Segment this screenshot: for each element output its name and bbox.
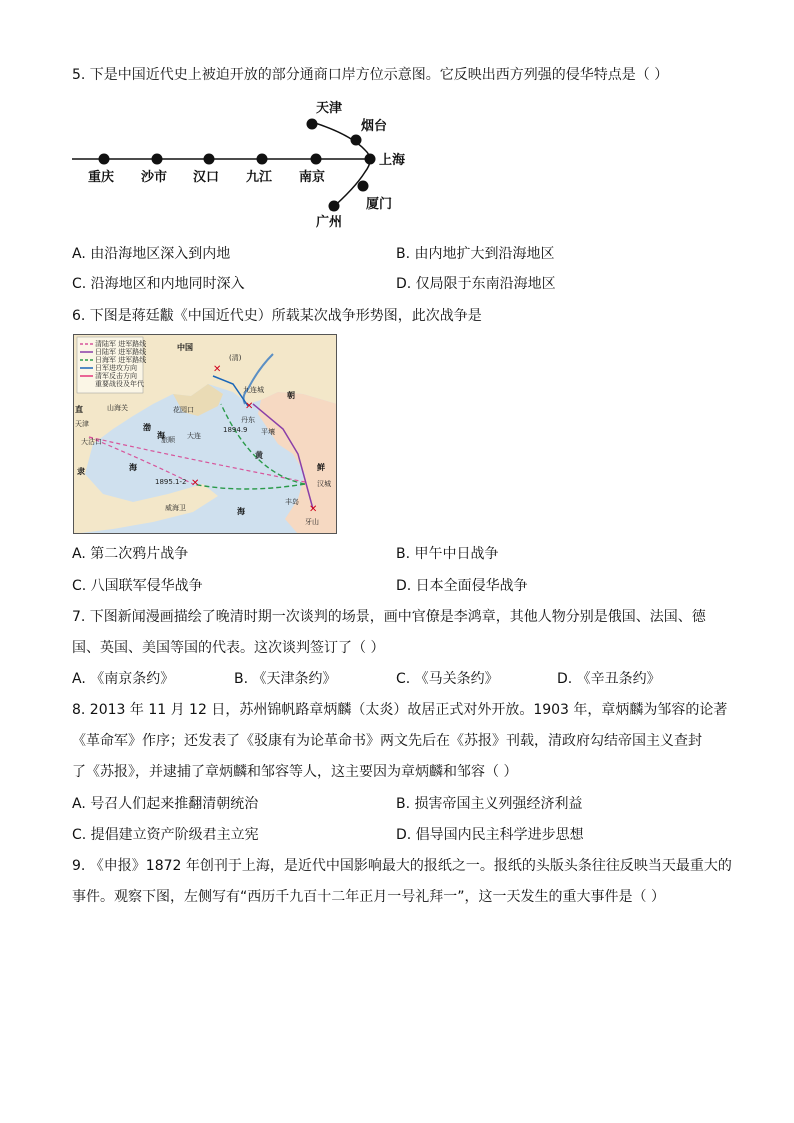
map-label-shanhaiguan: 山海关 [107, 404, 128, 412]
legend-item-4: 清军反击方向 [95, 372, 137, 380]
q7-stem-line1: 7. 下图新闻漫画描绘了晚清时期一次谈判的场景，画中官僚是李鸿章，其他人物分别是俄国、法国、德 [72, 609, 706, 625]
map-label-pingrang: 平壤 [261, 428, 275, 436]
map-label-korea-bottom: 鲜 [317, 463, 325, 472]
map-label-huayuankou: 花园口 [173, 406, 194, 414]
q5-option-d[interactable]: D. 仅局限于东南沿海地区 [396, 276, 556, 292]
map-label-yashan: 牙山 [305, 518, 319, 526]
q8-option-a[interactable]: A. 号召人们起来推翻清朝统治 [72, 796, 259, 812]
label-jiujiang: 九江 [246, 170, 273, 185]
dot-jiujiang [257, 154, 268, 165]
q5-option-b[interactable]: B. 由内地扩大到沿海地区 [396, 246, 555, 262]
map-label-korea-top: 朝 [287, 391, 295, 400]
map-label-bohai-2: 海 [157, 431, 165, 440]
q7-option-d[interactable]: D. 《辛丑条约》 [557, 671, 661, 687]
map-label-li: 隶 [77, 467, 85, 476]
q7-option-b[interactable]: B. 《天津条约》 [234, 671, 337, 687]
dot-xiamen [358, 181, 369, 192]
treaty-ports-diagram [60, 92, 420, 232]
q6-option-c[interactable]: C. 八国联军侵华战争 [72, 578, 203, 594]
map-label-weihaiwei: 威海卫 [165, 504, 186, 512]
map-label-fengdao: 丰岛 [285, 498, 299, 506]
map-label-date-1: 1894.9 [223, 426, 248, 434]
map-label-hai-left: 海 [129, 463, 137, 472]
battle-marker-1: ✕ [213, 364, 222, 375]
q8-option-c[interactable]: C. 提倡建立资产阶级君主立宪 [72, 827, 259, 843]
label-yantai: 烟台 [361, 119, 388, 134]
map-label-hancheng: 汉城 [317, 480, 331, 488]
map-label-jiuliancheng: 九连城 [243, 386, 264, 394]
q7-option-a[interactable]: A. 《南京条约》 [72, 671, 175, 687]
map-label-bohai-1: 渤 [143, 423, 151, 432]
dot-tianjin [307, 119, 318, 130]
q6-option-b[interactable]: B. 甲午中日战争 [396, 546, 499, 562]
map-label-dandong: 丹东 [241, 416, 255, 424]
map-label-china: 中国 [177, 343, 193, 352]
q7-option-c[interactable]: C. 《马关条约》 [396, 671, 499, 687]
legend-item-2: 日海军 进军路线 [95, 356, 147, 364]
q8-stem-line3: 了《苏报》，并逮捕了章炳麟和邹容等人，这主要因为章炳麟和邹容（ ） [72, 764, 518, 780]
dot-guangzhou [329, 201, 340, 212]
map-label-dagukou: 大沽口 [81, 438, 102, 446]
q8-option-d[interactable]: D. 倡导国内民主科学进步思想 [396, 827, 584, 843]
coast-line [312, 122, 370, 210]
map-label-tianjin: 天津 [75, 420, 89, 428]
q8-stem-line2: 《革命军》作序；还发表了《驳康有为论革命书》两文先后在《苏报》刊载，清政府勾结帝国主义查封 [72, 733, 702, 749]
q5-stem: 5. 下是中国近代史上被迫开放的部分通商口岸方位示意图。它反映出西方列强的侵华特点是（ ） [72, 67, 669, 83]
q9-stem-line1: 9. 《申报》1872 年创刊于上海，是近代中国影响最大的报纸之一。报纸的头版头条往往反映当天最重大的 [72, 858, 732, 874]
legend-item-0: 清陆军 进军路线 [95, 340, 147, 348]
label-chongqing: 重庆 [88, 170, 115, 185]
dot-chongqing [99, 154, 110, 165]
battle-marker-2: ✕ [245, 401, 254, 412]
dot-hankou [204, 154, 215, 165]
label-nanjing: 南京 [299, 170, 326, 185]
q5-option-c[interactable]: C. 沿海地区和内地同时深入 [72, 276, 245, 292]
q8-stem-line1: 8. 2013 年 11 月 12 日，苏州锦帆路章炳麟（太炎）故居正式对外开放。1903 年，章炳麟为邹容的论著 [72, 702, 728, 718]
label-guangzhou: 广州 [316, 215, 343, 230]
map-label-zhi: 直 [75, 405, 83, 414]
label-hankou: 汉口 [193, 170, 220, 185]
dot-shanghai [365, 154, 376, 165]
label-shanghai: 上海 [379, 153, 406, 168]
map-label-qing: (清) [229, 354, 242, 362]
map-label-lushun: 旅顺 [161, 436, 175, 444]
battle-marker-4: ✕ [309, 504, 318, 515]
map-label-yellow-2: 海 [237, 507, 245, 516]
label-tianjin: 天津 [316, 101, 343, 116]
battle-marker-3: ✕ [191, 478, 200, 489]
q5-option-a[interactable]: A. 由沿海地区深入到内地 [72, 246, 231, 262]
dot-shashi [152, 154, 163, 165]
legend-item-5: 重要战役及年代 [95, 380, 144, 388]
q7-stem-line2: 国、英国、美国等国的代表。这次谈判签订了（ ） [72, 640, 385, 656]
legend-item-1: 日陆军 进军路线 [95, 348, 147, 356]
q8-option-b[interactable]: B. 损害帝国主义列强经济利益 [396, 796, 583, 812]
sino-japanese-war-map [73, 334, 337, 534]
label-xiamen: 厦门 [366, 197, 393, 212]
map-label-yellow-1: 黄 [255, 451, 263, 460]
q6-option-d[interactable]: D. 日本全面侵华战争 [396, 578, 528, 594]
q6-stem: 6. 下图是蒋廷黻《中国近代史）所载某次战争形势图，此次战争是 [72, 308, 482, 324]
label-shashi: 沙市 [141, 170, 168, 185]
map-label-dalian: 大连 [187, 432, 201, 440]
map-label-date-2: 1895.1-2 [155, 478, 187, 486]
dot-nanjing [311, 154, 322, 165]
q9-stem-line2: 事件。观察下图，左侧写有“西历千九百十二年正月一号礼拜一”，这一天发生的重大事件是（ ） [72, 889, 665, 905]
q6-option-a[interactable]: A. 第二次鸦片战争 [72, 546, 189, 562]
legend-item-3: 日军进攻方向 [95, 364, 137, 372]
dot-yantai [351, 135, 362, 146]
